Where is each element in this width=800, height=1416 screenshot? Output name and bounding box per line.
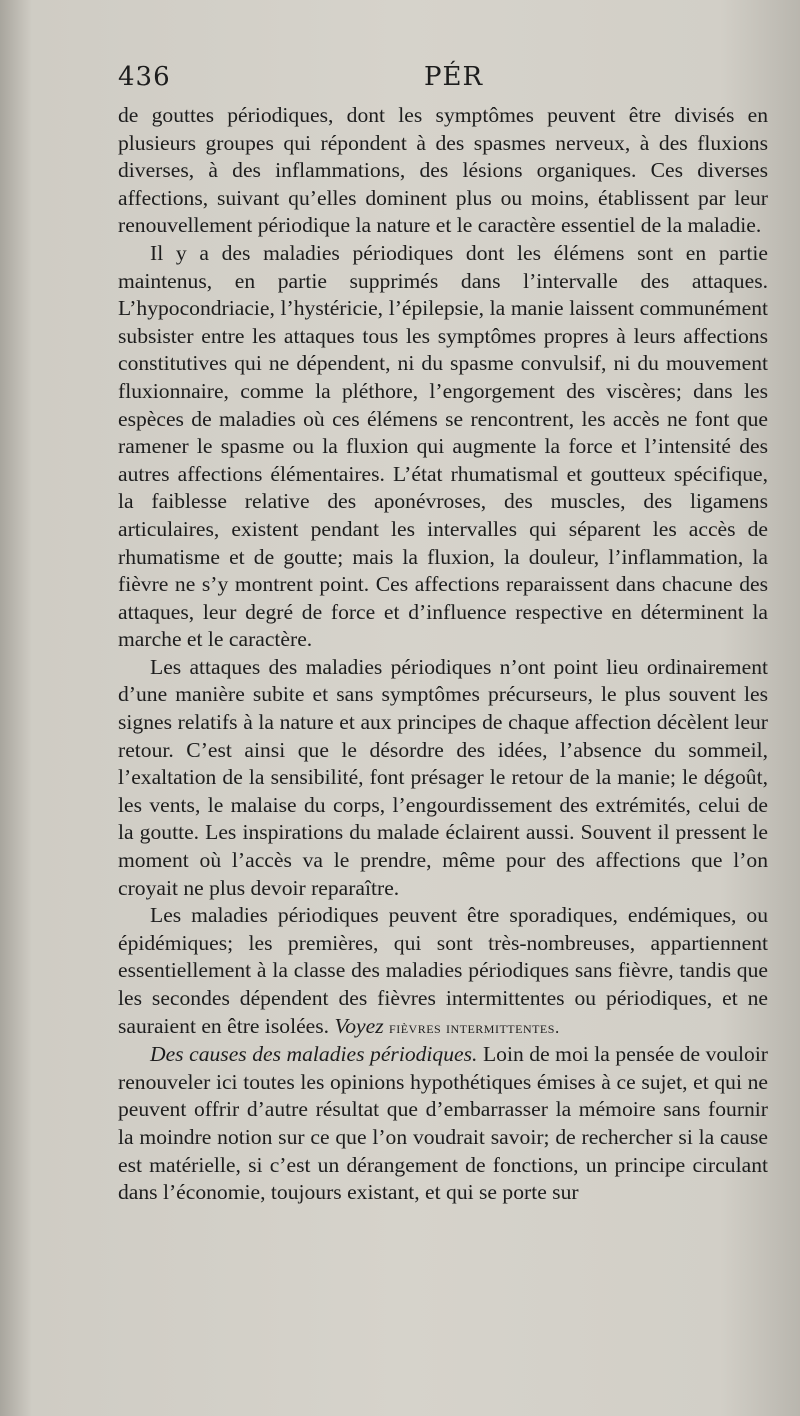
voyez-label: Voyez [334, 1013, 384, 1038]
body-text [118, 102, 768, 1207]
paragraph-3: Les attaques des maladies périodiques n’ont point lieu ordinairement d’une manière subite et sans symptômes précurseurs, le plus souvent les signes relatifs à la nature et aux principes de chaque affection décèlent leur retour. C’est ainsi que le désordre des idées, l’absence du sommeil, l’exaltation de la sensibilité, font présager le retour de la manie; le dégoût, les vents, le malaise du corps, l’engourdissement des extrémités, celui de la goutte. Les inspirations du malade éclairent aussi. Souvent il pressent le moment où l’accès va le prendre, même pour des affections que l’on croyait ne plus devoir reparaître. [118, 654, 768, 900]
paragraph-5 [118, 1041, 768, 1207]
paragraph-2: Il y a des maladies périodiques dont les élémens sont en partie maintenus, en partie supprimés dans l’intervalle des attaques. L’hypocondriacie, l’hystéricie, l’épilepsie, la manie laissent communément subsister entre les attaques tous les symptômes propres à leurs affections constitutives qui ne dépendent, ni du spasme convulsif, ni du mouvement fluxionnaire, comme la pléthore, l’engorgement des viscères; dans les espèces de maladies où ces élémens se rencontrent, les accès ne font que ramener le spasme ou la fluxion qui augmente la force et l’intensité des autres affections élémentaires. L’état rhumatismal et goutteux spécifique, la faiblesse relative des aponévroses, des muscles, des ligamens articulaires, existent pendant les intervalles qui séparent les accès de rhumatisme et de goutte; mais la fluxion, la douleur, l’inflammation, la fièvre ne s’y montrent point. Ces affections reparaissent dans chacune des attaques, leur degré de force et d’influence respective en déterminent la marche et le caractère. [118, 240, 768, 652]
paragraph-1: de gouttes périodiques, dont les symptômes peuvent être divisés en plusieurs groupes qui répondent à des spasmes nerveux, à des fluxions diverses, à des inflammations, des lésions organiques. Ces diverses affections, suivant qu’elles dominent plus ou moins, établissent par leur renouvellement périodique la nature et le caractère essentiel de la maladie. [118, 103, 768, 238]
paragraph-5-text: Loin de moi la pensée de vouloir renouveler ici toutes les opinions hypothétiques émises à ce sujet, et qui ne peuvent offrir d’autre résultat que d’embarrasser la mémoire sans fournir la moindre notion sur ce que l’on voudrait savoir; de rechercher si la cause est matérielle, si c’est un dérangement de fonctions, un principe circulant dans l’économie, toujours existant, et qui se porte sur [118, 1042, 769, 1205]
section-heading: Des causes des maladies périodiques. [150, 1042, 478, 1067]
page-number: 436 [118, 62, 171, 92]
cross-reference: fièvres intermittentes. [389, 1017, 560, 1037]
page-header [118, 62, 760, 102]
paragraph-4-text: Les maladies périodiques peuvent être sporadiques, endémiques, ou épidémiques; les premières, qui sont très-nombreuses, appartiennent essentiellement à la classe des maladies périodiques sans fièvre, tandis que les secondes dépendent des fièvres intermittentes ou périodiques, et ne sauraient en être isolées. [118, 903, 768, 1038]
running-head: PÉR [424, 62, 484, 92]
paragraph-4 [118, 902, 768, 1041]
